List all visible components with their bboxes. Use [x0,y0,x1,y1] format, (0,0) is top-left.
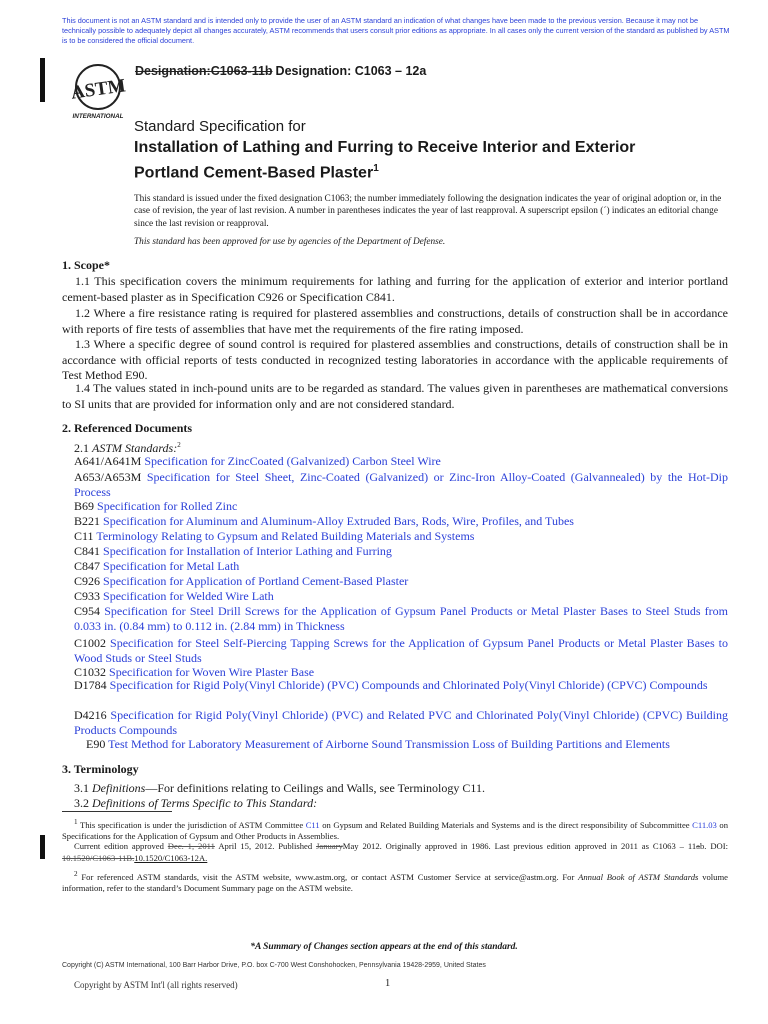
reference-link-a653[interactable]: Specification for Steel Sheet, Zinc-Coated (Galvanized) or Zinc-Iron Alloy-Coated (Galvannealed) by the Hot-Dip Process [74,470,729,500]
reference-link-c1002[interactable]: Specification for Steel Self-Piercing Tapping Screws for the Application of Gypsum Panel Products or Metal Plaster Bases to Wood Studs or Steel Studs [74,636,729,666]
reference-item-c926: C926 Specification for Application of Portland Cement-Based Plaster [74,574,409,588]
reference-item-b221: B221 Specification for Aluminum and Aluminum-Alloy Extruded Bars, Rods, Wire, Profiles, and Tubes [74,514,574,528]
dod-approval: This standard has been approved for use by agencies of the Department of Defense. [134,237,446,247]
reference-link-e90[interactable]: Test Method for Laboratory Measurement of Airborne Sound Transmission Loss of Building Partitions and Elements [108,737,670,751]
scope-paragraph-1-1: 1.1 This specification covers the minimum requirements for lathing and furring for the application of exterior and interior portland cement-based plaster as in Specification C926 or Specification C841. [62,274,728,304]
reference-link-c954[interactable]: Specification for Steel Drill Screws for the Application of Gypsum Panel Products or Metal Plaster Bases to Steel Studs from 0.033 in. (0.84 mm) to 0.112 in. (2.84 mm) in Thickness [74,604,728,634]
summary-of-changes-note: *A Summary of Changes section appears at the end of this standard. [250,942,518,952]
reference-link-c841[interactable]: Specification for Installation of Interior Lathing and Furring [103,544,392,558]
reference-item-a653: A653/A653M Specification for Steel Sheet, Zinc-Coated (Galvanized) or Zinc-Iron Alloy-Coated (Galvannealed) by the Hot-Dip Process [74,470,729,500]
reference-link-c847[interactable]: Specification for Metal Lath [103,559,240,573]
reference-item-c847: C847 Specification for Metal Lath [74,559,240,573]
reference-item-a641: A641/A641M Specification for ZincCoated (Galvanized) Carbon Steel Wire [74,454,441,468]
reference-item-e90: E90 Test Method for Laboratory Measurement of Airborne Sound Transmission Loss of Building Partitions and Elements [86,737,670,751]
terminology-paragraph-3-1: 3.1 Definitions—For definitions relating to Ceilings and Walls, see Terminology C11. [74,781,485,795]
copyright-notice: Copyright by ASTM Int'l (all rights reserved) [74,980,238,990]
document-title: Installation of Lathing and Furring to Receive Interior and Exterior Portland Cement-Based Plaster$^1$ [134,139,636,182]
scope-paragraph-1-3: 1.3 Where a specific degree of sound control is required for plastered assemblies and constructions, details of construction shall be in accordance with official reports of tests conducted in recognized testing laboratories in accordance with the applicable requirements of Test Method E90. [62,337,728,383]
reference-item-c954: C954 Specification for Steel Drill Screws for the Application of Gypsum Panel Products or Metal Plaster Bases to Steel Studs from 0.033 in. (0.84 mm) to 0.112 in. (2.84 mm) in Thickness [74,604,728,634]
logo-text: ASTM [70,75,126,104]
title-footnote-ref: 1 [373,163,379,174]
reference-item-d4216: D4216 Specification for Rigid Poly(Vinyl Chloride) (PVC) and Related PVC and Chlorinated Poly(Vinyl Chloride) (CPVC) Building Products Compounds [74,708,729,738]
footnote-2: $^2$ For referenced ASTM standards, visit the ASTM website, www.astm.org, or contact ASTM Customer Service at service@astm.org. For Annual Book of ASTM Standards volume information, refer to the standard’s Document Summary page on the ASTM website. [62,870,728,894]
reference-item-c1032: C1032 Specification for Woven Wire Plaster Base [74,665,315,679]
reference-link-c1032[interactable]: Specification for Woven Wire Plaster Base [109,665,315,679]
reference-item-b69: B69 Specification for Rolled Zinc [74,499,238,513]
reference-link-b69[interactable]: Specification for Rolled Zinc [97,499,238,513]
redline-notice: This document is not an ASTM standard and is intended only to provide the user of an ASTM standard an indication of what changes have been made to the previous version. Because it may not be technically possible to adequately depict all changes accurately, ASTM recommends that users consult prior editions as appropriate. In all cases only the current version of the standard as published by ASTM is to be considered the official document. [62,16,730,45]
designation-old: Designation:C1063-11b [135,64,273,78]
logo-subtext: INTERNATIONAL [72,113,124,120]
reference-item-c841: C841 Specification for Installation of Interior Lathing and Furring [74,544,392,558]
reference-link-a641[interactable]: Specification for ZincCoated (Galvanized) Carbon Steel Wire [144,454,441,468]
astm-logo [70,62,126,120]
standard-for-label: Standard Specification for [134,118,306,135]
reference-link-c11[interactable]: Terminology Relating to Gypsum and Related Building Materials and Systems [96,529,475,543]
reference-item-c933: C933 Specification for Welded Wire Lath [74,589,274,603]
reference-link-c933[interactable]: Specification for Welded Wire Lath [103,589,274,603]
page-number: 1 [385,978,391,989]
terminology-paragraph-3-2: 3.2 Definitions of Terms Specific to This Standard: [74,796,318,810]
subcommittee-link-c11-03[interactable]: C11.03 [692,819,717,830]
reference-item-d1784: D1784 Specification for Rigid Poly(Vinyl Chloride) (PVC) Compounds and Chlorinated Poly(Vinyl Chloride) (CPVC) Compounds [74,678,708,692]
reference-link-b221[interactable]: Specification for Aluminum and Aluminum-Alloy Extruded Bars, Rods, Wire, Profiles, and Tubes [103,514,574,528]
committee-link-c11[interactable]: C11 [305,819,320,830]
reference-link-d4216[interactable]: Specification for Rigid Poly(Vinyl Chloride) (PVC) and Related PVC and Chlorinated Poly(Vinyl Chloride) (CPVC) Building Products Compounds [74,708,729,738]
footnote-divider [62,811,172,812]
footnote-edition: Current edition approved Dec. 1, 2011 April 15, 2012. Published JanuaryMay 2012. Originally approved in 1986. Last previous edition approved in 2011 as C1063 – 11ab. DOI: 10.1520/C1063-11B.10.1520/C1063-12A. [62,841,728,863]
section-heading-scope: 1. Scope* [62,258,110,272]
scope-paragraph-1-4: 1.4 The values stated in inch-pound units are to be regarded as standard. The values given in parentheses are mathematical conversions to SI units that are provided for information only and are not considered standard. [62,381,728,411]
section-heading-terminology: 3. Terminology [62,762,139,776]
reference-link-c926[interactable]: Specification for Application of Portland Cement-Based Plaster [103,574,409,588]
scope-paragraph-1-2: 1.2 Where a fire resistance rating is required for plastered assemblies and constructions, details of construction shall be in accordance with reports of fire tests of assemblies that have met the requirements of the fire rating imposed. [62,306,728,336]
astm-standards-subheading: 2.1 ASTM Standards:$^2$ [74,441,181,455]
designation [135,64,426,78]
reference-link-d1784[interactable]: Specification for Rigid Poly(Vinyl Chloride) (PVC) Compounds and Chlorinated Poly(Vinyl Chloride) (CPVC) Compounds [109,678,708,692]
reference-item-c1002: C1002 Specification for Steel Self-Piercing Tapping Screws for the Application of Gypsum Panel Products or Metal Plaster Bases to Wood Studs or Steel Studs [74,636,729,666]
footnote-1: $^1$ This specification is under the jurisdiction of ASTM Committee C11 on Gypsum and Related Building Materials and Systems and is the direct responsibility of Subcommittee C11.03 on Specifications for the Application of Gypsum and Other Products in Assemblies. [62,818,728,842]
change-bar [40,835,45,859]
copyright-address: Copyright (C) ASTM International, 100 Barr Harbor Drive, P.O. box C-700 West Conshohocken, Pennsylvania 19428-2959, United States [62,962,486,969]
reference-item-c11: C11 Terminology Relating to Gypsum and Related Building Materials and Systems [74,529,475,543]
section-heading-referenced-documents: 2. Referenced Documents [62,421,193,435]
issued-statement: This standard is issued under the fixed designation C1063; the number immediately following the designation indicates the year of original adoption or, in the case of revision, the year of last revision. A number in parentheses indicates the year of last reapproval. A superscript epsilon (´) indicates an editorial change since the last revision or reapproval. [134,194,722,229]
change-bar [40,58,45,102]
designation-new: Designation: C1063 – 12a [275,64,427,78]
